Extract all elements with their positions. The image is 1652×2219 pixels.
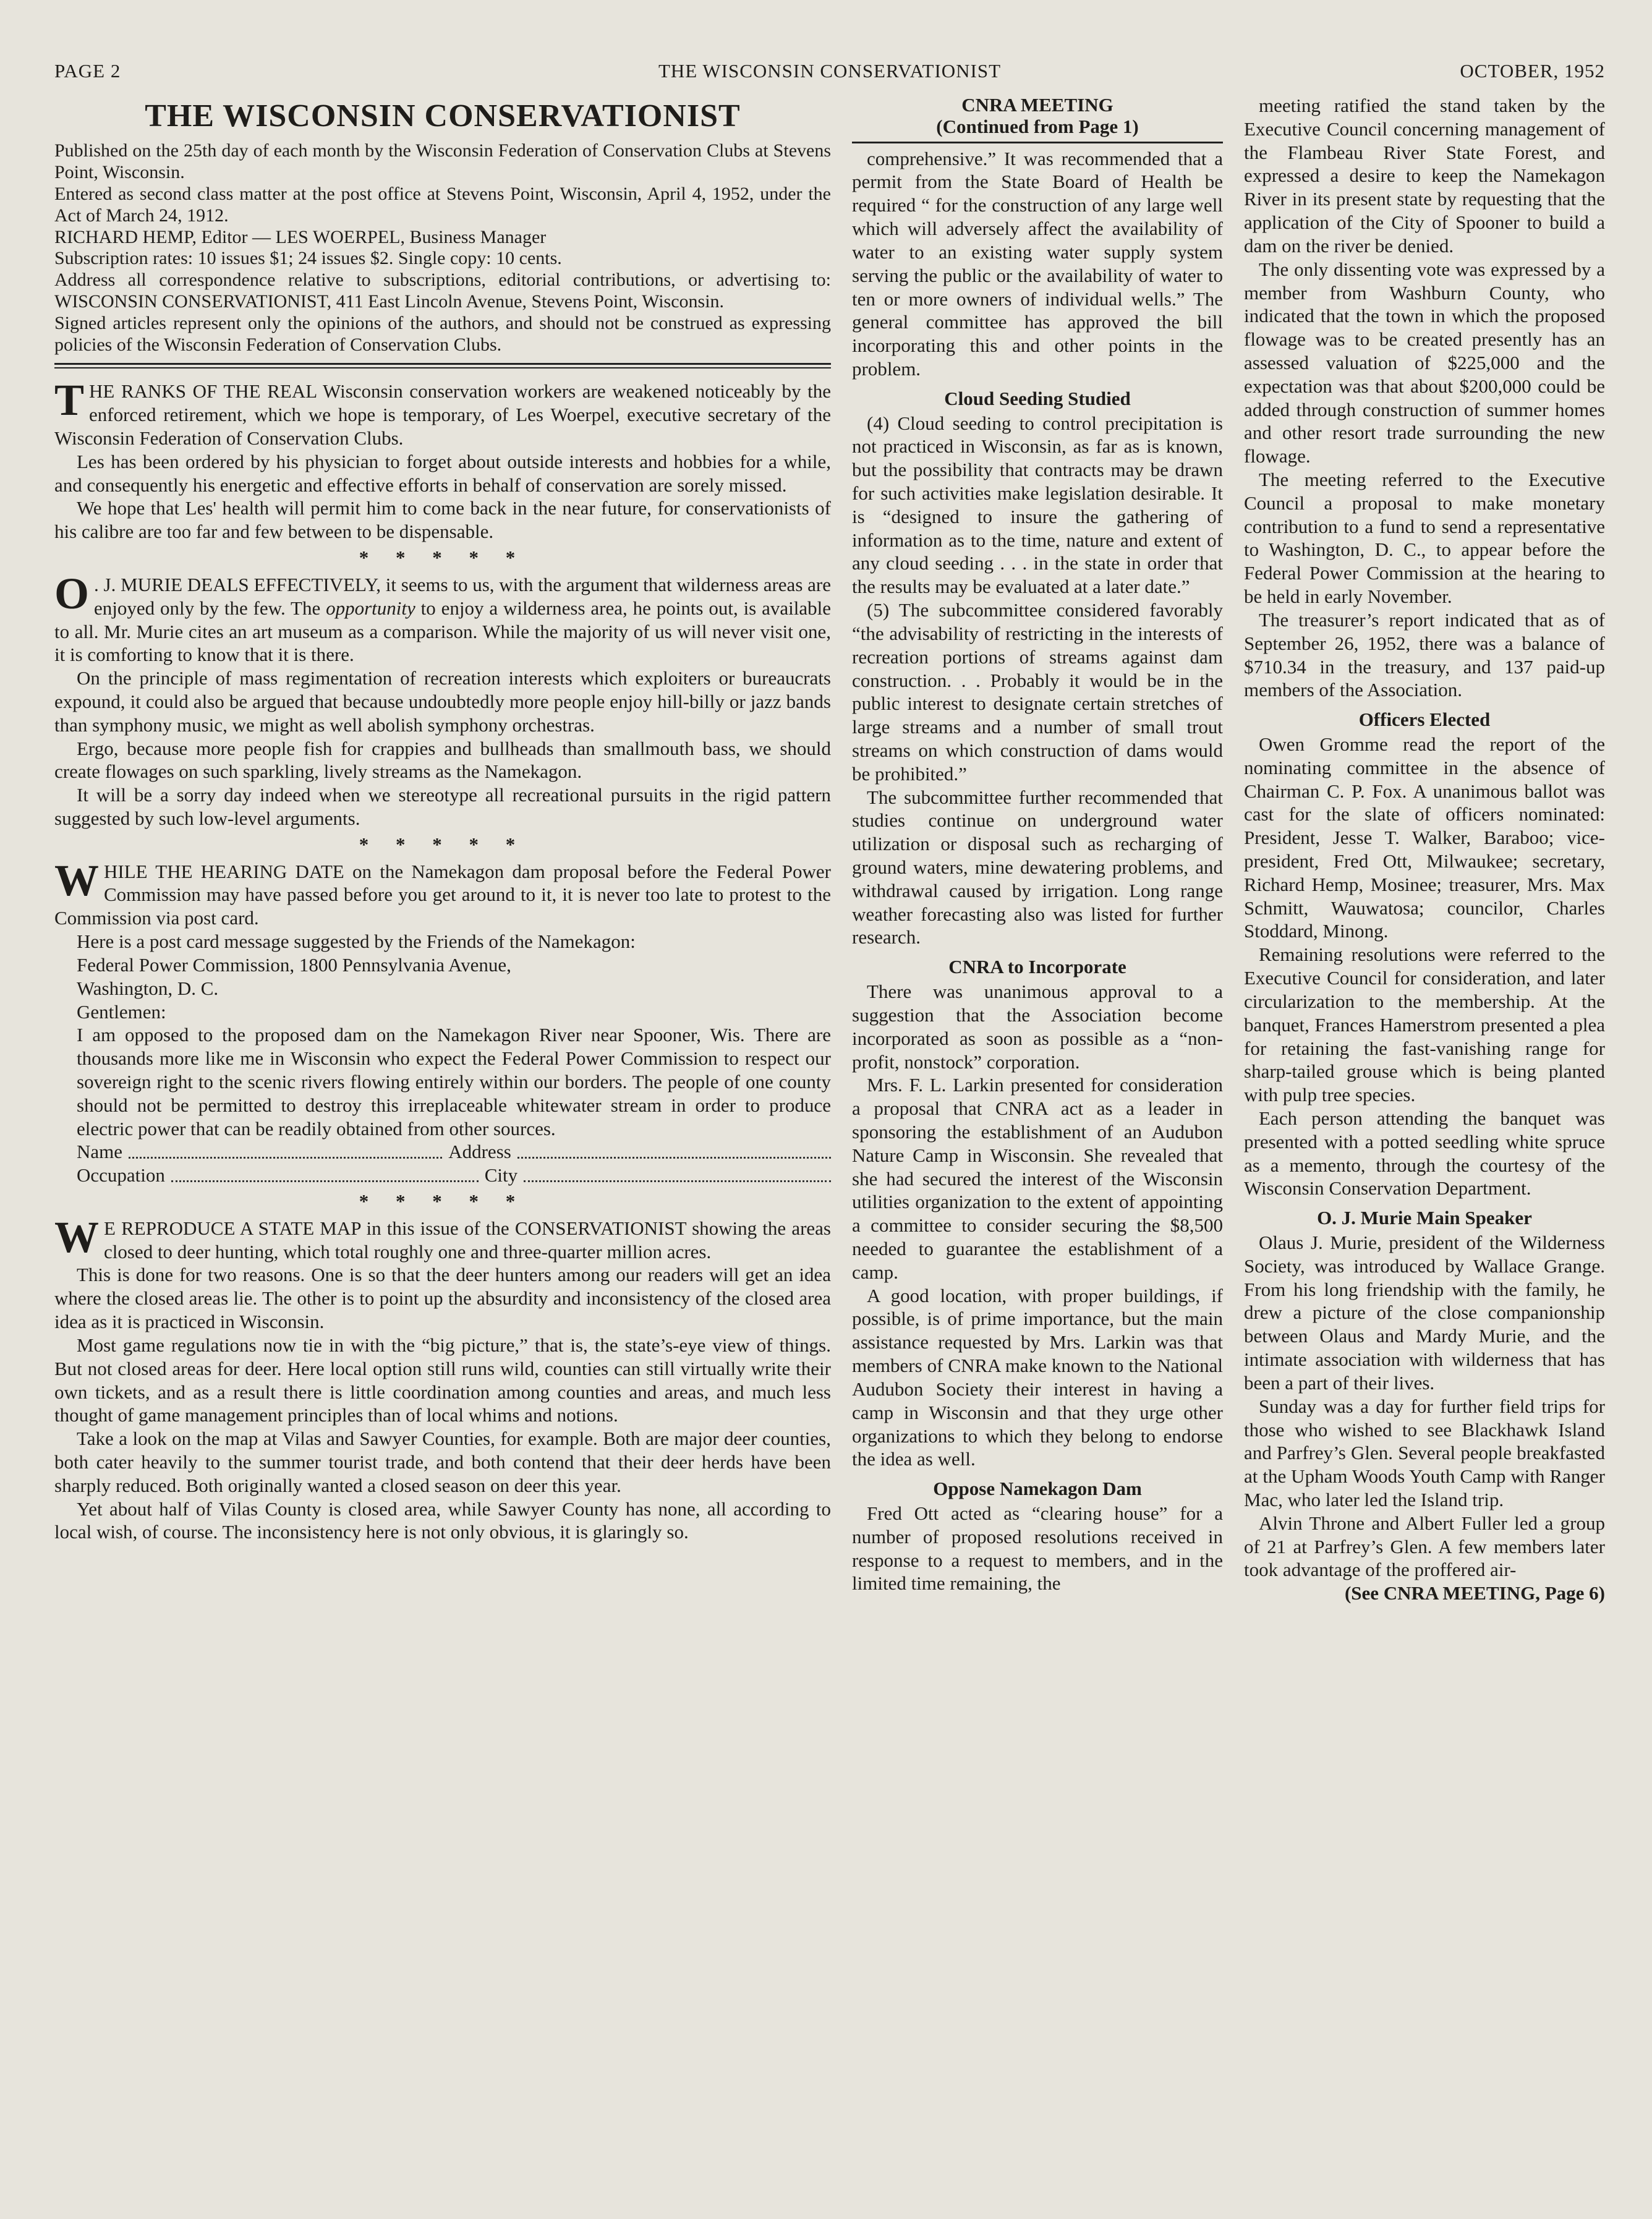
paragraph: Most game regulations now tie in with the “big picture,” that is, the state’s-eye view of things. But not closed areas for deer. Here local option still runs wild, counties can still virtually write their own tickets, and as a result there is little coordination among counties and areas, and much less thought of game management principles than of local whims and notions. xyxy=(54,1334,831,1426)
paragraph: Take a look on the map at Vilas and Sawyer Counties, for example. Both are major deer counties, both cater heavily to the summer tourist trade, and both contend that their deer herds have been sharply reduced. Both originally wanted a closed season on deer this year. xyxy=(54,1428,831,1496)
paragraph: The treasurer’s report indicated that as of September 26, 1952, there was a balance of $710.34 in the treasury, and 137 paid-up members of the Association. xyxy=(1244,608,1605,701)
masthead-title: THE WISCONSIN CONSERVATIONIST xyxy=(145,98,741,134)
masthead-line: Signed articles represent only the opinions of the authors, and should not be construed as expressing policies of the Wisconsin Federation of Conservation Clubs. xyxy=(54,312,831,355)
cnra-column-2 xyxy=(1244,94,1605,1605)
form-label-address: Address xyxy=(448,1141,511,1163)
masthead-line: Subscription rates: 10 issues $1; 24 issues $2. Single copy: 10 cents. xyxy=(54,248,562,269)
form-blank xyxy=(524,1164,831,1182)
paragraph: On the principle of mass regimentation of recreation interests which exploiters or bureaucrats expound, it could also be argued that because undoubtedly more people enjoy hill-billy or jazz bands than symphony music, we might as well abolish symphony orchestras. xyxy=(54,667,831,736)
form-blank xyxy=(517,1140,831,1159)
paragraph: comprehensive.” It was recommended that a permit from the State Board of Health be required “ for the construction of any large well which will adversely affect the availability of water to an existing water supply system serving the public or the availability of water to ten or more owners of individual wells.” The general committee has approved the bill incorporating this and other points in the problem. xyxy=(852,147,1223,380)
columns xyxy=(54,94,1605,1605)
running-header xyxy=(54,59,1605,88)
drop-cap: W xyxy=(54,855,99,905)
paragraph: This is done for two reasons. One is so that the deer hunters among our readers will get an idea where the closed areas lie. The other is to point up the absurdity and inconsistency of the closed area idea as it is practiced in Wisconsin. xyxy=(54,1264,831,1333)
paragraph: Remaining resolutions were referred to the Executive Council for consideration, and later circularization to the membership. At the banquet, Frances Hamerstrom presented a plea for retaining the fast-vanishing range for sharp-tailed grouse which is being planted with pulp tree species. xyxy=(1244,943,1605,1106)
paper-name: THE WISCONSIN CONSERVATIONIST xyxy=(658,60,1002,82)
masthead-line: RICHARD HEMP, Editor — LES WOERPEL, Business Manager xyxy=(54,226,547,247)
paragraph: The meeting referred to the Executive Council a proposal to make monetary contribution to a fund to send a representative to Washington, D. C., to appear before the Federal Power Commission at the hearing to be held in early November. xyxy=(1244,469,1605,608)
editorial-murie xyxy=(54,568,831,830)
form-blank xyxy=(171,1164,479,1182)
paragraph: The subcommittee further recommended that studies continue on underground water utilization or disposal such as recharging of ground waters, mine dewatering problems, and withdrawal caused by irrigation. Long range weather forecasting also was listed for further research. xyxy=(852,786,1223,948)
continued-headline: CNRA MEETING xyxy=(961,94,1113,116)
continued-from-label: (Continued from Page 1) xyxy=(936,116,1139,138)
drop-cap: O xyxy=(54,568,90,618)
paragraph: Yet about half of Vilas County is closed area, while Sawyer County has none, all according to local wish, of course. The inconsistency here is not only obvious, it is glaringly so. xyxy=(54,1497,831,1543)
postcard-line: Gentlemen: xyxy=(77,1000,166,1023)
paragraph: Each person attending the banquet was presented with a potted seedling white spruce as a memento, through the courtesy of the Wisconsin Conservation Department. xyxy=(1244,1107,1605,1199)
form-blank xyxy=(129,1140,442,1159)
paragraph: The only dissenting vote was expressed by a member from Washburn County, who indicated that the town in which the proposed flowage was to be created presently has an assessed valuation of $225,000 and the expectation was that about $200,000 could be added through construction of summer homes and other resort trade surrounding the new flowage. xyxy=(1244,258,1605,467)
masthead-rule xyxy=(54,363,831,368)
paragraph: Here is a post card message suggested by the Friends of the Namekagon: xyxy=(77,931,636,953)
subhead-officers: Officers Elected xyxy=(1358,709,1491,731)
paragraph: Owen Gromme read the report of the nominating committee in the absence of Chairman C. P. Fox. A unanimous ballot was cast for the slate of officers nominated: President, Jesse T. Walker, Baraboo; vice-president, Fred Ott, Milwaukee; secretary, Richard Hemp, Mosinee; treasurer, Mrs. Max Schmitt, Wauwatosa; councilor, Charles Stoddard, Minong. xyxy=(1244,733,1605,942)
paragraph: Mrs. F. L. Larkin presented for consideration a proposal that CNRA act as a leader in sponsoring the establishment of an Audubon Nature Camp in Wisconsin. She revealed that she had secured the interest of the Wisconsin utilities organization to the extent of appointing a committee to consider securing the $8,500 needed to guarantee the establishment of a camp. xyxy=(852,1074,1223,1283)
paragraph: meeting ratified the stand taken by the Executive Council concerning management of the Flambeau River State Forest, and expressed a desire to keep the Namekagon River in its present state by requesting that the application of the City of Spooner to build a dam on the river be denied. xyxy=(1244,95,1605,257)
page-number: PAGE 2 xyxy=(54,60,121,82)
paragraph: There was unanimous approval to a suggestion that the Association become incorporated as soon as possible as a “non-profit, nonstock” corporation. xyxy=(852,981,1223,1073)
editorial-lead: THE RANKS OF THE REAL Wisconsin conservation workers are weakened noticeably by the enforced retirement, which we hope is temporary, of Les Woerpel, executive secretary of the Wisconsin Federation of Conservation Clubs. xyxy=(54,375,831,449)
postcard-message xyxy=(54,953,831,1141)
issue-date: OCTOBER, 1952 xyxy=(1460,60,1605,82)
headline-rule xyxy=(852,142,1223,143)
editorial-column xyxy=(54,94,831,1605)
section-divider-stars: * * * * * xyxy=(359,1190,527,1212)
postcard-line: Washington, D. C. xyxy=(77,977,219,999)
postcard-line: Federal Power Commission, 1800 Pennsylvania Avenue, xyxy=(77,953,511,976)
masthead-line: Entered as second class matter at the post office at Stevens Point, Wisconsin, April 4, 1952, under the Act of March 24, 1912. xyxy=(54,184,831,226)
paragraph: (4) Cloud seeding to control precipitation is not practiced in Wisconsin, as far as is known, but the possibility that contracts may be drawn for such activities make legislation desirable. It is “designed to insure the gathering of information as to the time, nature and extent of any cloud seeding . . . in the state in order that the results may be evaluated at a later date.” xyxy=(852,412,1223,598)
editorial-lead: O . J. MURIE DEALS EFFECTIVELY, it seems to us, with the argument that wilderness areas are enjoyed only by the few. The opportunity to enjoy a wilderness area, he points out, is available to all. Mr. Murie cites an art museum as a comparison. While the majority of us will never visit one, it is comforting to know that it is there. xyxy=(54,568,831,666)
cnra-column-1 xyxy=(852,94,1223,1605)
form-label-occupation: Occupation xyxy=(77,1164,165,1186)
continued-on-link[interactable]: (See CNRA MEETING, Page 6) xyxy=(1344,1582,1605,1604)
masthead xyxy=(54,96,831,356)
subhead-main-speaker: O. J. Murie Main Speaker xyxy=(1317,1207,1532,1229)
paragraph: Sunday was a day for further field trips for those who wished to see Blackhawk Island and Parfrey’s Glen. Several people breakfasted at the Upham Woods Youth Camp with Ranger Mac, who later led the Island trip. xyxy=(1244,1395,1605,1510)
drop-cap: W xyxy=(54,1212,99,1262)
editorial-lead: W E REPRODUCE A STATE MAP in this issue of the CONSERVATIONIST showing the areas closed to deer hunting, which total roughly one and three-quarter million acres. xyxy=(54,1212,831,1263)
paragraph: A good location, with proper buildings, if possible, is of prime importance, but the main assistance requested by Mrs. Larkin was that members of CNRA make known to the National Audubon Society their interest in having a camp in Wisconsin and that they urge other organizations to which they belong to endorse the idea as well. xyxy=(852,1284,1223,1470)
masthead-line: Address all correspondence relative to subscriptions, editorial contributions, or advertising to: WISCONSIN CONSERVATIONIST, 411 East Lincoln Avenue, Stevens Point, Wisconsin. xyxy=(54,270,831,312)
form-label-name: Name xyxy=(77,1141,123,1163)
drop-cap: T xyxy=(54,375,85,425)
form-label-city: City xyxy=(484,1164,518,1186)
paragraph: Alvin Throne and Albert Fuller led a group of 21 at Parfrey’s Glen. A few members later took advantage of the proffered air- xyxy=(1244,1512,1605,1581)
paragraph: It will be a sorry day indeed when we stereotype all recreational pursuits in the rigid pattern suggested by such low-level arguments. xyxy=(54,784,831,830)
paragraph: We hope that Les' health will permit him to come back in the near future, for conservationists of his calibre are too far and few between to be dispensable. xyxy=(54,497,831,543)
section-divider-stars: * * * * * xyxy=(359,833,527,855)
paragraph: Ergo, because more people fish for crappies and bullheads than smallmouth bass, we should create flowages on such sparkling, lively streams as the Namekagon. xyxy=(54,737,831,783)
section-divider-stars: * * * * * xyxy=(359,547,527,569)
editorial-map xyxy=(54,1212,831,1544)
paragraph: (5) The subcommittee considered favorably “the advisability of restricting in the interests of recreation portions of streams against dam construction. . . Probably it would be in the public interest to designate certain stretches of large streams and a number of small trout streams on which construction of dams would be prohibited.” xyxy=(852,599,1223,785)
masthead-line: Published on the 25th day of each month by the Wisconsin Federation of Conservation Clubs at Stevens Point, Wisconsin. xyxy=(54,140,831,183)
editorial-lead: WHILE THE HEARING DATE on the Namekagon dam proposal before the Federal Power Commission may have passed before you get around to it, it is never too late to protest to the Commission via post card. xyxy=(54,855,831,929)
postcard-form-row xyxy=(54,1164,831,1187)
postcard-form-row xyxy=(54,1140,831,1164)
paragraph: Fred Ott acted as “clearing house” for a number of proposed resolutions received in response to a request to members, and in the limited time remaining, the xyxy=(852,1502,1223,1595)
editorial-ranks xyxy=(54,375,831,543)
editorial-hearing xyxy=(54,855,831,1187)
subhead-oppose-dam: Oppose Namekagon Dam xyxy=(933,1478,1142,1500)
subhead-cloud-seeding: Cloud Seeding Studied xyxy=(944,387,1131,409)
paragraph: Les has been ordered by his physician to forget about outside interests and hobbies for a while, and consequently his energetic and effective efforts in behalf of conservation are sorely missed. xyxy=(54,450,831,496)
postcard-body: I am opposed to the proposed dam on the Namekagon River near Spooner, Wis. There are thousands more like me in Wisconsin who expect the Federal Power Commission to respect our sovereign right to the scenic rivers flowing entirely within our borders. The people of one county should not be permitted to destroy this irreplaceable whitewater stream in order to produce electric power that can be readily obtained from other sources. xyxy=(77,1024,831,1139)
subhead-incorporate: CNRA to Incorporate xyxy=(948,956,1126,978)
paragraph: Olaus J. Murie, president of the Wilderness Society, was introduced by Wallace Grange. From his long friendship with the family, he drew a picture of the close companionship between Olaus and Mardy Murie, and the intimate association with wilderness that has been a part of their lives. xyxy=(1244,1232,1605,1394)
